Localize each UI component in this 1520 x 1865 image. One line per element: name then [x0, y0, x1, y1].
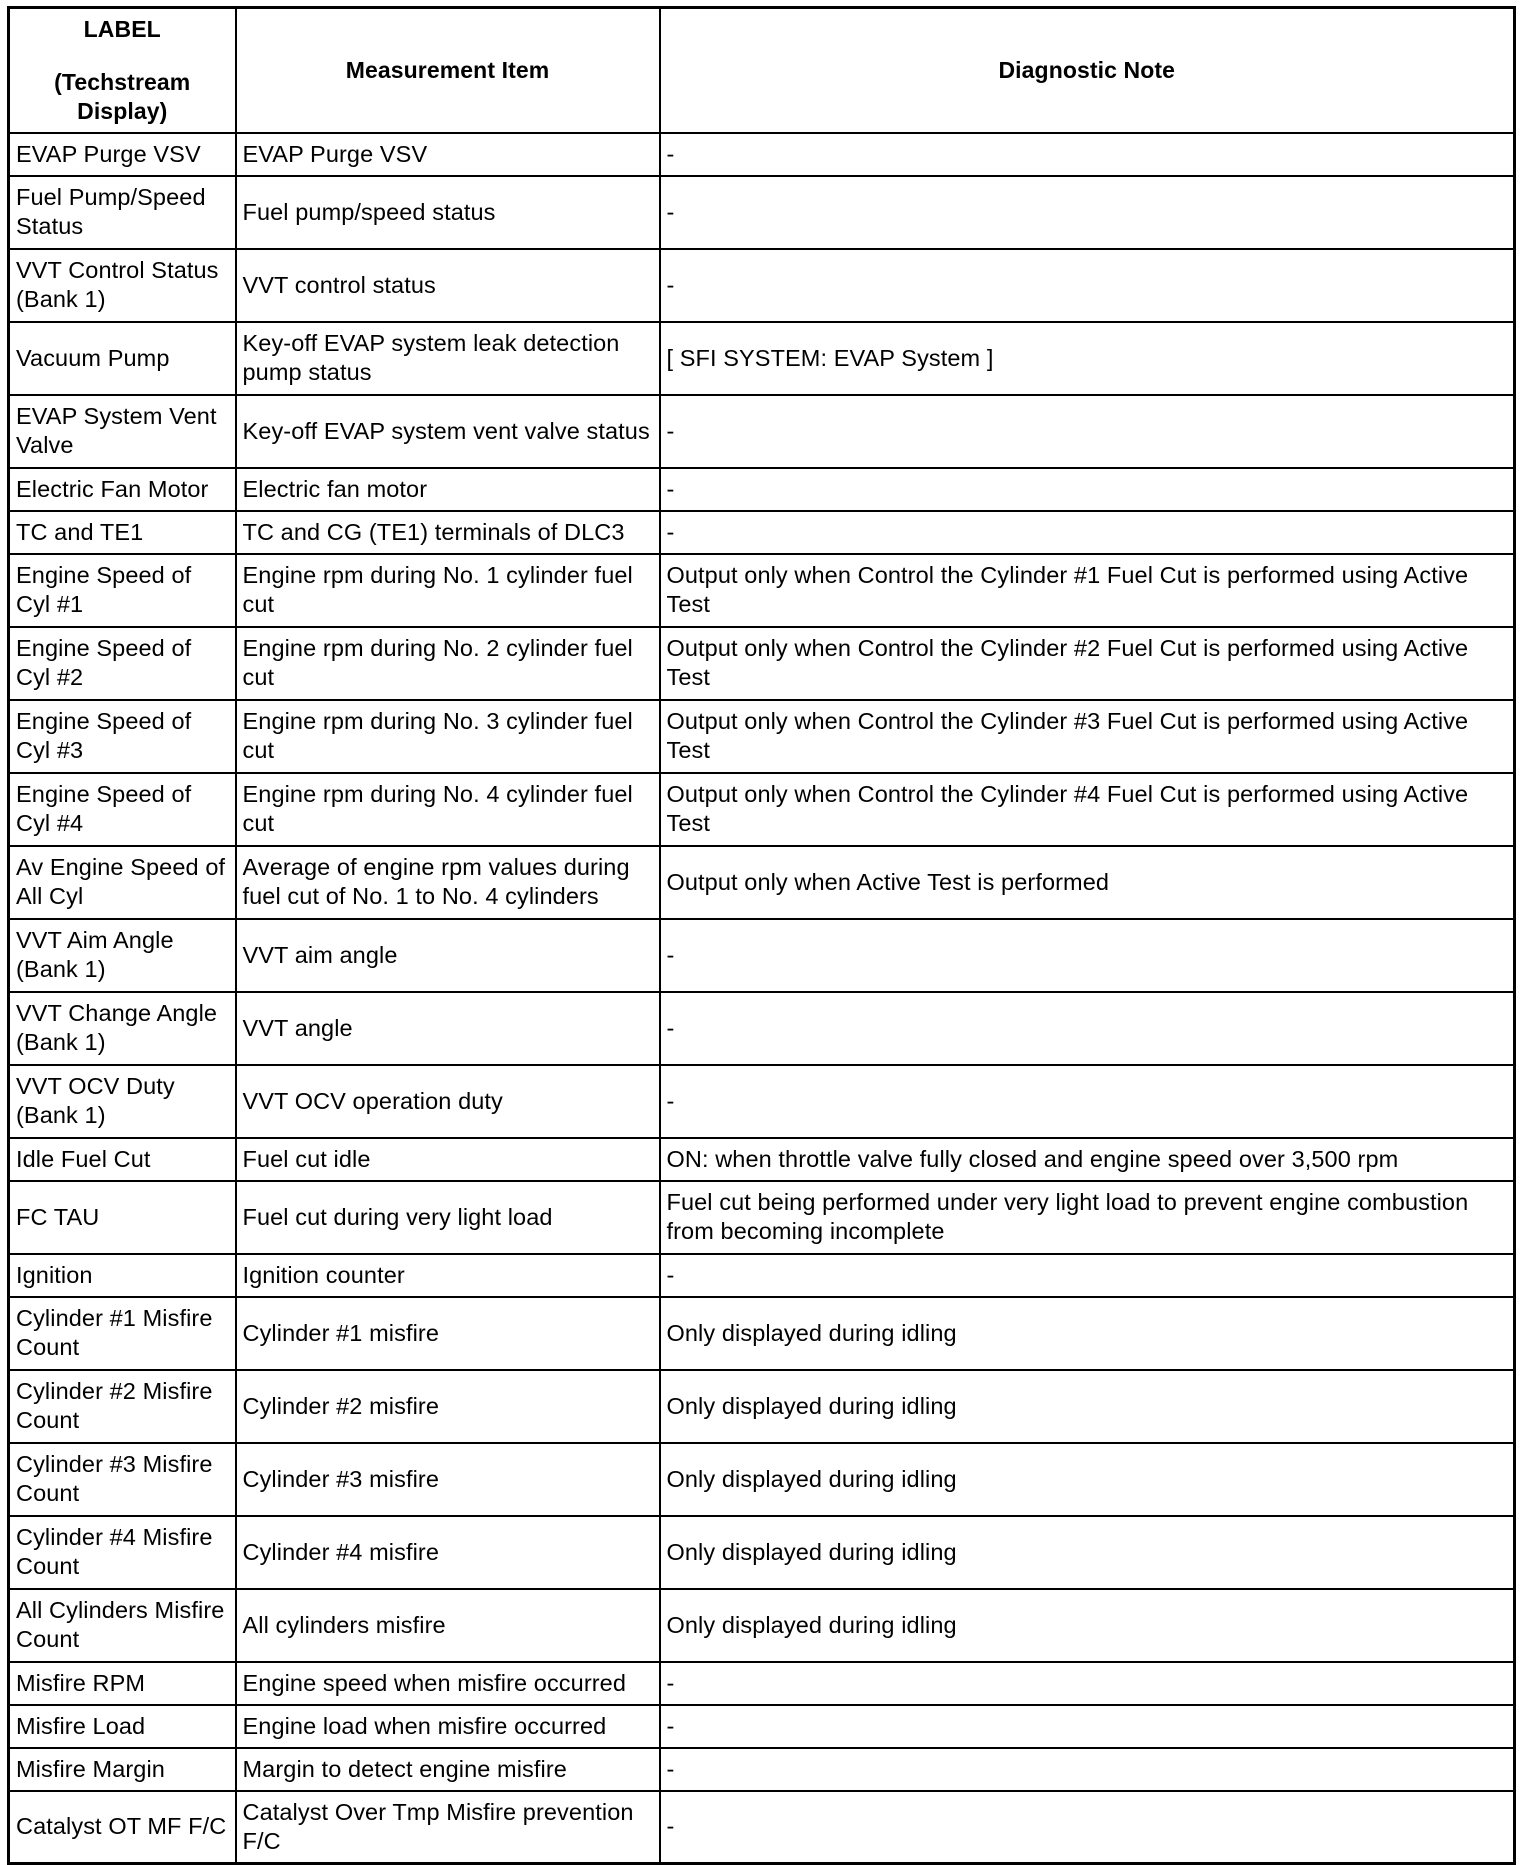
note-cell: -	[660, 992, 1515, 1065]
label-cell: Engine Speed of Cyl #3	[9, 700, 236, 773]
note-cell: Only displayed during idling	[660, 1297, 1515, 1370]
item-cell: Average of engine rpm values during fuel cut of No. 1 to No. 4 cylinders	[236, 846, 660, 919]
note-cell: -	[660, 395, 1515, 468]
label-cell: Engine Speed of Cyl #2	[9, 627, 236, 700]
table-row	[9, 1254, 1515, 1297]
table-row	[9, 468, 1515, 511]
header-label	[9, 8, 236, 133]
note-cell: ON: when throttle valve fully closed and engine speed over 3,500 rpm	[660, 1138, 1515, 1181]
note-cell: Only displayed during idling	[660, 1370, 1515, 1443]
item-cell: Key-off EVAP system leak detection pump status	[236, 322, 660, 395]
label-cell: Misfire RPM	[9, 1662, 236, 1705]
item-cell: Engine rpm during No. 4 cylinder fuel cut	[236, 773, 660, 846]
label-cell: Cylinder #4 Misfire Count	[9, 1516, 236, 1589]
label-cell: EVAP System Vent Valve	[9, 395, 236, 468]
table-row	[9, 511, 1515, 554]
table-row	[9, 1705, 1515, 1748]
item-cell: Fuel cut during very light load	[236, 1181, 660, 1254]
item-cell: Cylinder #3 misfire	[236, 1443, 660, 1516]
note-cell: Only displayed during idling	[660, 1443, 1515, 1516]
note-cell: -	[660, 133, 1515, 176]
note-cell: -	[660, 1705, 1515, 1748]
label-cell: Cylinder #3 Misfire Count	[9, 1443, 236, 1516]
table-row	[9, 992, 1515, 1065]
label-cell: Engine Speed of Cyl #1	[9, 554, 236, 627]
table-row	[9, 1297, 1515, 1370]
table-row	[9, 846, 1515, 919]
table-row	[9, 133, 1515, 176]
item-cell: Engine rpm during No. 1 cylinder fuel cut	[236, 554, 660, 627]
label-cell: Cylinder #1 Misfire Count	[9, 1297, 236, 1370]
header-diagnostic-note: Diagnostic Note	[660, 8, 1515, 133]
label-cell: FC TAU	[9, 1181, 236, 1254]
label-cell: Electric Fan Motor	[9, 468, 236, 511]
header-label-line2: (Techstream Display)	[54, 68, 191, 124]
item-cell: Engine rpm during No. 3 cylinder fuel cut	[236, 700, 660, 773]
item-cell: Catalyst Over Tmp Misfire prevention F/C	[236, 1791, 660, 1864]
note-cell-link: [ SFI SYSTEM: EVAP System ]	[660, 322, 1515, 395]
table-row	[9, 176, 1515, 249]
item-cell: Key-off EVAP system vent valve status	[236, 395, 660, 468]
item-cell: Ignition counter	[236, 1254, 660, 1297]
table-row	[9, 1443, 1515, 1516]
item-cell: VVT angle	[236, 992, 660, 1065]
item-cell: Engine load when misfire occurred	[236, 1705, 660, 1748]
item-cell: Engine speed when misfire occurred	[236, 1662, 660, 1705]
table-header-row	[9, 8, 1515, 133]
label-cell: Misfire Margin	[9, 1748, 236, 1791]
table-row	[9, 1138, 1515, 1181]
label-cell: Fuel Pump/Speed Status	[9, 176, 236, 249]
label-cell: VVT Control Status (Bank 1)	[9, 249, 236, 322]
item-cell: EVAP Purge VSV	[236, 133, 660, 176]
item-cell: Engine rpm during No. 2 cylinder fuel cut	[236, 627, 660, 700]
note-cell: Output only when Active Test is performed	[660, 846, 1515, 919]
table-row	[9, 1516, 1515, 1589]
table-row	[9, 1065, 1515, 1138]
note-cell: -	[660, 919, 1515, 992]
item-cell: Margin to detect engine misfire	[236, 1748, 660, 1791]
table-row	[9, 1181, 1515, 1254]
note-cell: -	[660, 1254, 1515, 1297]
data-list-table	[7, 6, 1516, 1865]
label-cell: Engine Speed of Cyl #4	[9, 773, 236, 846]
table-row	[9, 700, 1515, 773]
item-cell: Fuel cut idle	[236, 1138, 660, 1181]
table-row	[9, 1748, 1515, 1791]
note-cell: -	[660, 1662, 1515, 1705]
table-row	[9, 1589, 1515, 1662]
label-cell: All Cylinders Misfire Count	[9, 1589, 236, 1662]
label-cell: TC and TE1	[9, 511, 236, 554]
label-cell: VVT Aim Angle (Bank 1)	[9, 919, 236, 992]
note-cell: -	[660, 1065, 1515, 1138]
note-cell: -	[660, 511, 1515, 554]
table-row	[9, 249, 1515, 322]
item-cell: All cylinders misfire	[236, 1589, 660, 1662]
label-cell: VVT Change Angle (Bank 1)	[9, 992, 236, 1065]
item-cell: Cylinder #1 misfire	[236, 1297, 660, 1370]
table-row	[9, 322, 1515, 395]
table-row	[9, 395, 1515, 468]
note-cell: -	[660, 249, 1515, 322]
note-cell: Output only when Control the Cylinder #3 Fuel Cut is performed using Active Test	[660, 700, 1515, 773]
label-cell: EVAP Purge VSV	[9, 133, 236, 176]
note-cell: Only displayed during idling	[660, 1516, 1515, 1589]
note-cell: -	[660, 468, 1515, 511]
table-row	[9, 1791, 1515, 1864]
item-cell: VVT control status	[236, 249, 660, 322]
item-cell: Cylinder #2 misfire	[236, 1370, 660, 1443]
note-cell: Output only when Control the Cylinder #1 Fuel Cut is performed using Active Test	[660, 554, 1515, 627]
label-cell: Idle Fuel Cut	[9, 1138, 236, 1181]
item-cell: TC and CG (TE1) terminals of DLC3	[236, 511, 660, 554]
label-cell: Catalyst OT MF F/C	[9, 1791, 236, 1864]
table-row	[9, 554, 1515, 627]
note-cell: -	[660, 1748, 1515, 1791]
item-cell: Cylinder #4 misfire	[236, 1516, 660, 1589]
label-cell: VVT OCV Duty (Bank 1)	[9, 1065, 236, 1138]
header-label-line1: LABEL	[83, 15, 161, 42]
note-cell: -	[660, 1791, 1515, 1864]
table-row	[9, 919, 1515, 992]
note-cell: Output only when Control the Cylinder #4 Fuel Cut is performed using Active Test	[660, 773, 1515, 846]
label-cell: Vacuum Pump	[9, 322, 236, 395]
item-cell: Fuel pump/speed status	[236, 176, 660, 249]
table-row	[9, 1662, 1515, 1705]
table-row	[9, 773, 1515, 846]
table-row	[9, 627, 1515, 700]
header-measurement-item: Measurement Item	[236, 8, 660, 133]
note-cell: Only displayed during idling	[660, 1589, 1515, 1662]
table-row	[9, 1370, 1515, 1443]
label-cell: Cylinder #2 Misfire Count	[9, 1370, 236, 1443]
item-cell: VVT aim angle	[236, 919, 660, 992]
note-cell: Output only when Control the Cylinder #2 Fuel Cut is performed using Active Test	[660, 627, 1515, 700]
note-cell: -	[660, 176, 1515, 249]
item-cell: Electric fan motor	[236, 468, 660, 511]
label-cell: Av Engine Speed of All Cyl	[9, 846, 236, 919]
label-cell: Ignition	[9, 1254, 236, 1297]
item-cell: VVT OCV operation duty	[236, 1065, 660, 1138]
label-cell: Misfire Load	[9, 1705, 236, 1748]
note-cell: Fuel cut being performed under very light load to prevent engine combustion from becoming incomplete	[660, 1181, 1515, 1254]
